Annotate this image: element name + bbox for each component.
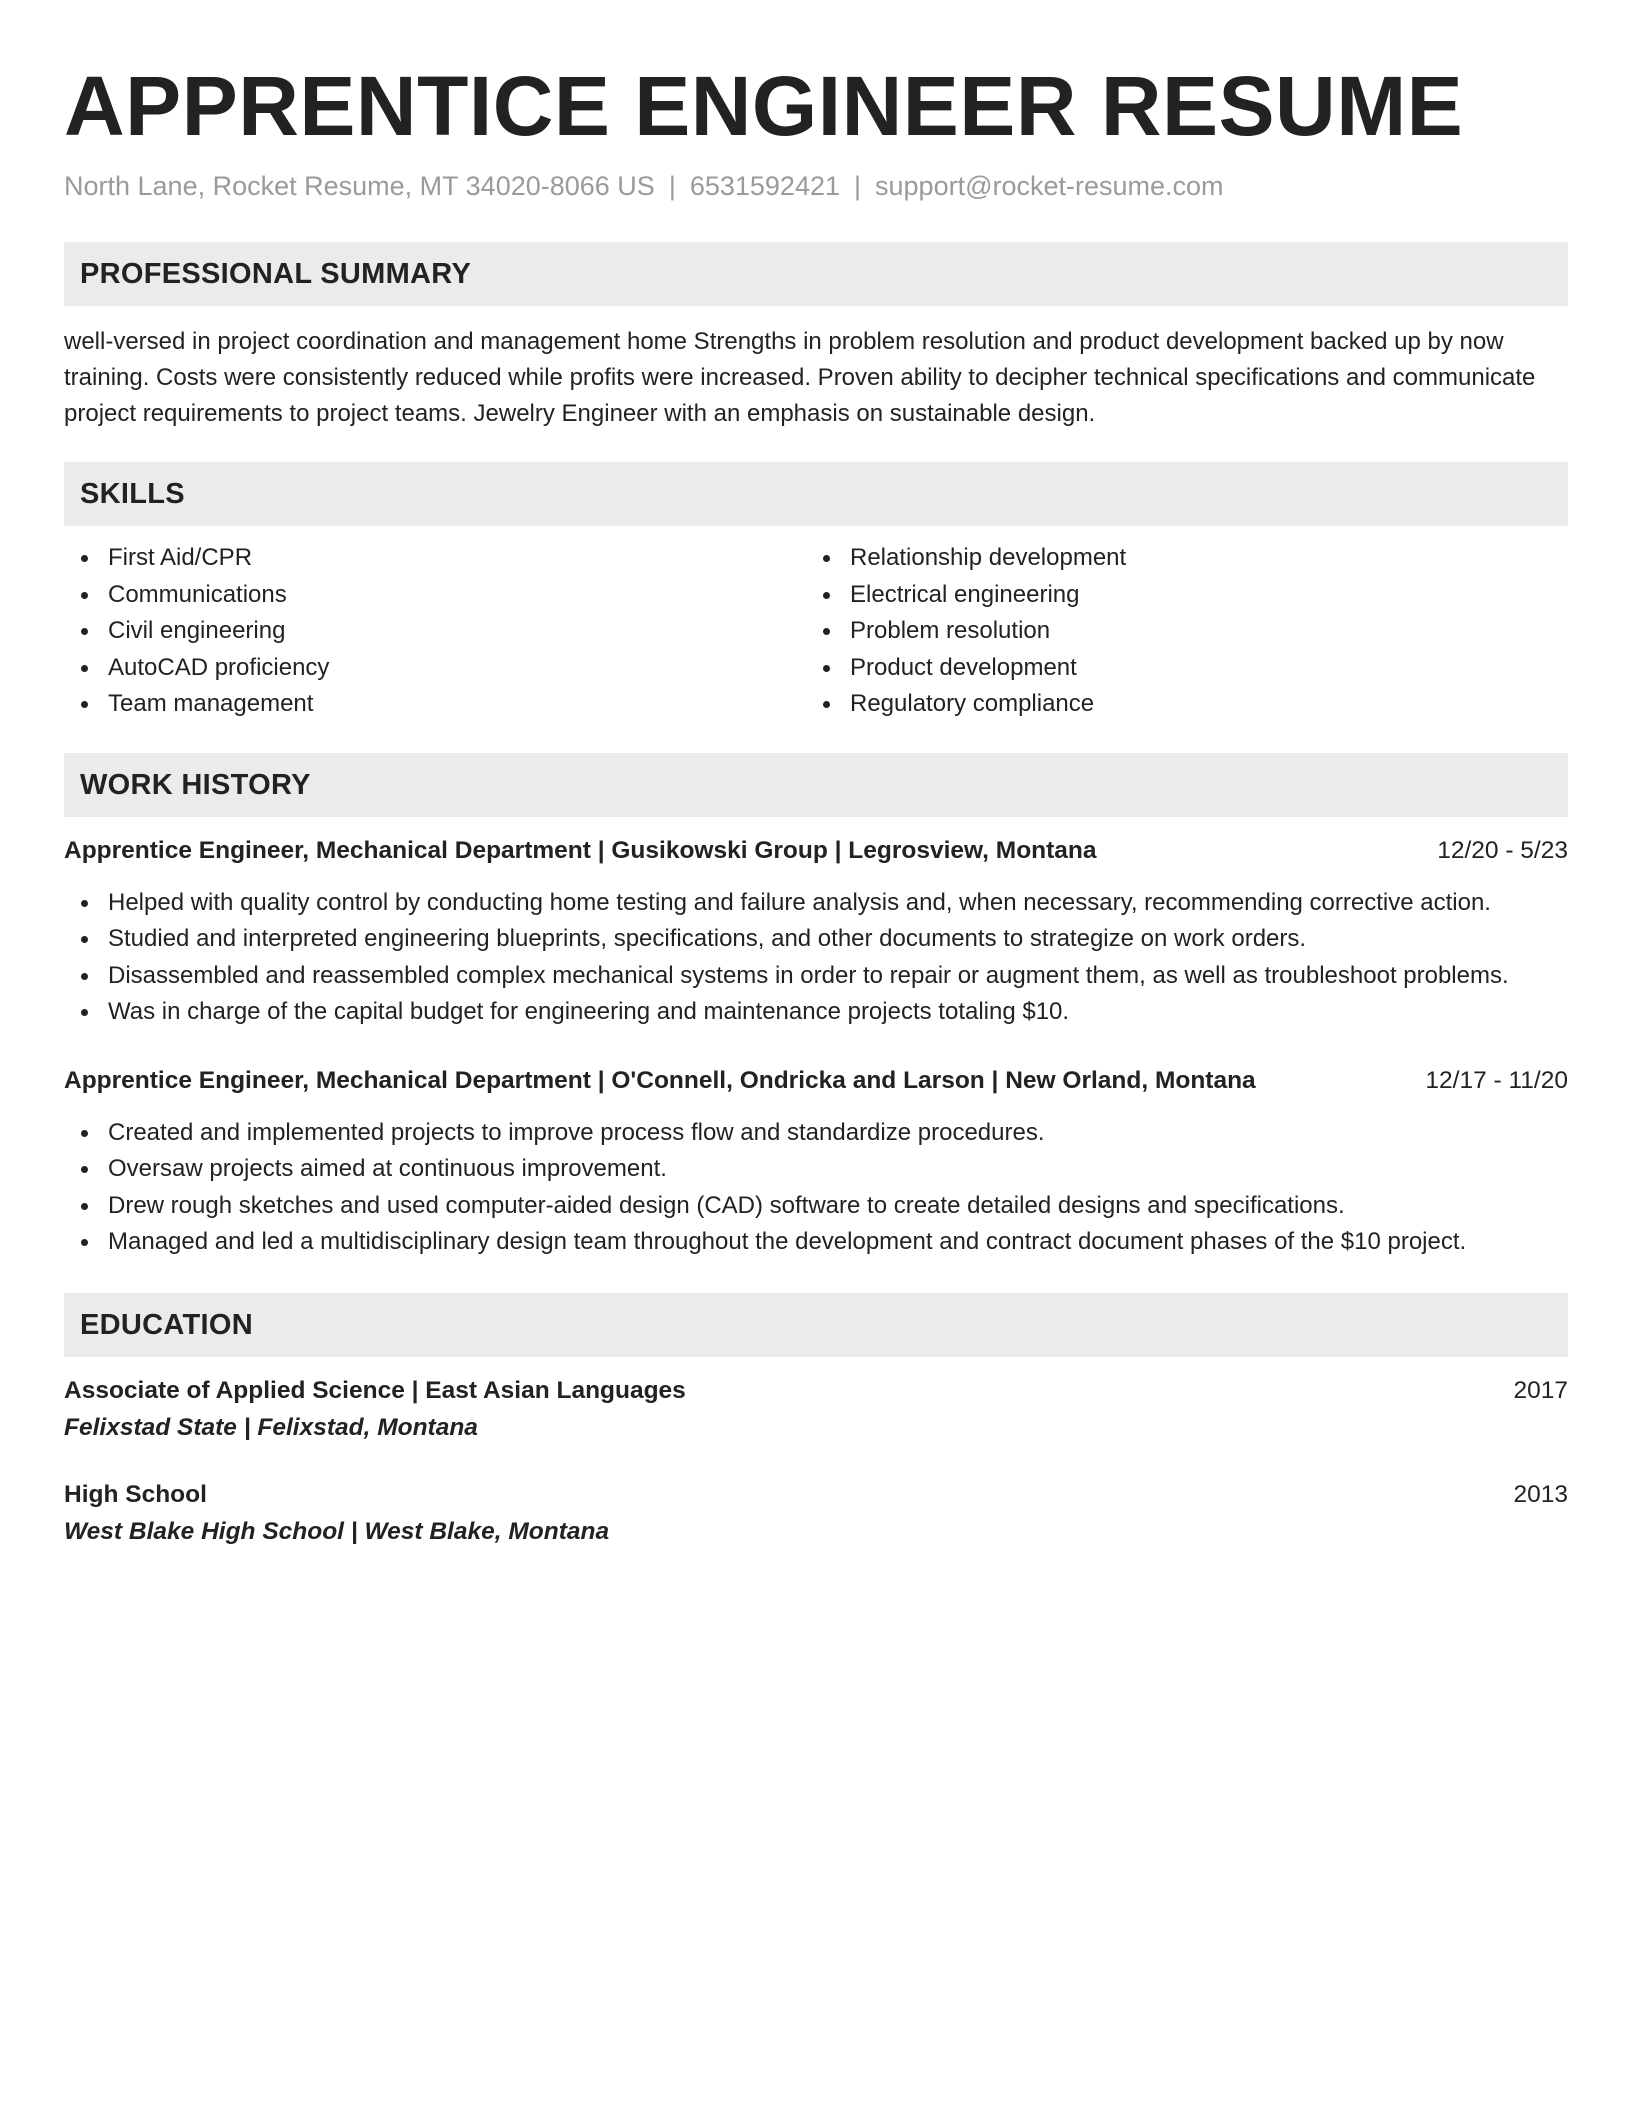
skill-item: Communications [64, 577, 806, 614]
education-degree: High School [64, 1480, 207, 1508]
education-school: West Blake High School | West Blake, Montana [64, 1517, 610, 1545]
skill-item: Civil engineering [64, 613, 806, 650]
job-bullet: Created and implemented projects to improve process flow and standardize procedures. [64, 1115, 1568, 1152]
summary-text: well-versed in project coordination and management home Strengths in problem resolution and product development backed up by now training. Costs were consistently reduced while profits were increased. Proven ability to decipher technical specifications and communicate project requirements to project teams. Jewelry Engineer with an emphasis on sustainable design. [64, 328, 1536, 427]
job-bullet: Studied and interpreted engineering blueprints, specifications, and other documents to strategize on work orders. [64, 921, 1568, 958]
skill-item: Product development [806, 650, 1548, 687]
skill-item: First Aid/CPR [64, 540, 806, 577]
skill-item: Problem resolution [806, 613, 1548, 650]
education-year: 2013 [1513, 1480, 1568, 1508]
education-year: 2017 [1513, 1376, 1568, 1404]
job-bullet: Helped with quality control by conducting home testing and failure analysis and, when necessary, recommending corrective action. [64, 885, 1568, 922]
skill-item: AutoCAD proficiency [64, 650, 806, 687]
job-entry [64, 833, 1568, 1031]
education-heading: EDUCATION [64, 1293, 1568, 1357]
job-dates: 12/17 - 11/20 [1425, 1066, 1568, 1094]
education-header [64, 1373, 1568, 1409]
contact-phone: 6531592421 [689, 171, 840, 201]
job-bullet: Managed and led a multidisciplinary design team throughout the development and contract document phases of the $10 project. [64, 1224, 1568, 1261]
education-entry [64, 1477, 1568, 1551]
job-bullet: Oversaw projects aimed at continuous improvement. [64, 1151, 1568, 1188]
job-bullet: Drew rough sketches and used computer-aided design (CAD) software to create detailed designs and specifications. [64, 1188, 1568, 1225]
skills-column-left [64, 540, 806, 723]
skill-item: Team management [64, 686, 806, 723]
skills-list [64, 540, 1568, 723]
contact-address: North Lane, Rocket Resume, MT 34020-8066 US [64, 171, 655, 201]
skill-item: Regulatory compliance [806, 686, 1548, 723]
education-school: Felixstad State | Felixstad, Montana [64, 1413, 478, 1441]
summary-heading: PROFESSIONAL SUMMARY [64, 242, 1568, 306]
job-bullet: Was in charge of the capital budget for engineering and maintenance projects totaling $10. [64, 994, 1568, 1031]
skill-item: Relationship development [806, 540, 1548, 577]
contact-line [64, 168, 1568, 204]
contact-email: support@rocket-resume.com [875, 171, 1224, 201]
education-entry [64, 1373, 1568, 1447]
job-bullet: Disassembled and reassembled complex mechanical systems in order to repair or augment them, as well as troubleshoot problems. [64, 958, 1568, 995]
education-degree: Associate of Applied Science | East Asian Languages [64, 1376, 686, 1404]
job-header [64, 833, 1568, 869]
work-history-heading: WORK HISTORY [64, 753, 1568, 817]
contact-separator: | [854, 171, 862, 201]
job-title: Apprentice Engineer, Mechanical Department | Gusikowski Group | Legrosview, Montana [64, 836, 1097, 864]
skill-item: Electrical engineering [806, 577, 1548, 614]
resume-page [64, 58, 1568, 1551]
job-header [64, 1063, 1568, 1099]
job-bullets [64, 1115, 1568, 1261]
contact-separator: | [668, 171, 676, 201]
education-header [64, 1477, 1568, 1513]
job-dates: 12/20 - 5/23 [1437, 836, 1568, 864]
job-entry [64, 1063, 1568, 1261]
skills-column-right [806, 540, 1548, 723]
skills-heading: SKILLS [64, 462, 1568, 526]
resume-title: APPRENTICE ENGINEER RESUME [64, 59, 1464, 153]
job-bullets [64, 885, 1568, 1031]
job-title: Apprentice Engineer, Mechanical Department | O'Connell, Ondricka and Larson | New Orland, Montana [64, 1066, 1256, 1094]
